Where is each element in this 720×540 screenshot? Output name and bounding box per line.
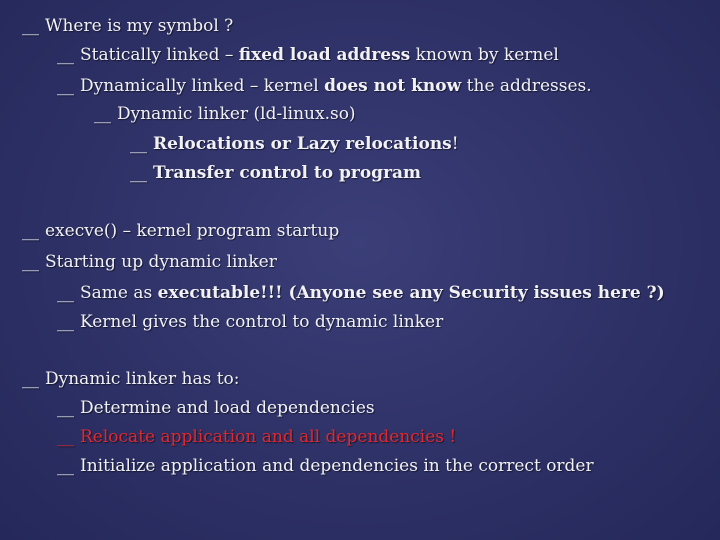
bullet-dynamic-linker	[94, 103, 356, 125]
bullet-text: Same as	[80, 283, 158, 303]
bullet-text: Relocate application and all dependencies !	[80, 427, 457, 447]
bullet-marker: __	[57, 427, 74, 447]
bullet-text: Determine and load dependencies	[80, 398, 375, 418]
bullet-starting-up	[22, 251, 277, 273]
bullet-marker: __	[57, 312, 74, 332]
bullet-relocations	[130, 133, 459, 155]
bullet-text: Statically linked –	[80, 45, 239, 65]
bullet-marker: __	[22, 16, 39, 36]
bullet-marker: __	[130, 163, 147, 183]
bullet-linker-has-to	[22, 368, 240, 390]
bullet-text: Initialize application and dependencies in the correct order	[80, 456, 594, 476]
bullet-marker: __	[22, 369, 39, 389]
bullet-text: Dynamic linker (ld-linux.so)	[117, 104, 356, 124]
bullet-emphasis: Relocations or Lazy relocations	[153, 134, 452, 154]
bullet-statically-linked	[57, 44, 559, 66]
bullet-kernel-gives-control	[57, 311, 443, 333]
bullet-relocate-application	[57, 426, 456, 448]
bullet-text: Starting up dynamic linker	[45, 252, 277, 272]
bullet-emphasis: Transfer control to program	[153, 163, 422, 183]
bullet-determine-deps	[57, 397, 375, 419]
bullet-where-is-my-symbol	[22, 15, 233, 37]
bullet-transfer-control	[130, 162, 421, 184]
bullet-marker: __	[94, 104, 111, 124]
bullet-emphasis: does not know	[324, 76, 462, 96]
bullet-marker: __	[22, 221, 39, 241]
bullet-marker: __	[57, 76, 74, 96]
bullet-text: Where is my symbol ?	[45, 16, 234, 36]
bullet-emphasis: executable!!! (Anyone see any Security issues here ?)	[157, 283, 665, 303]
bullet-text: known by kernel	[410, 45, 559, 65]
bullet-marker: __	[57, 283, 74, 303]
bullet-initialize-application	[57, 455, 594, 477]
bullet-text: execve() – kernel program startup	[45, 221, 340, 241]
bullet-text: !	[451, 134, 459, 154]
bullet-emphasis: fixed load address	[238, 45, 411, 65]
bullet-marker: __	[57, 45, 74, 65]
bullet-text: the addresses.	[461, 76, 592, 96]
bullet-text: Dynamic linker has to:	[45, 369, 240, 389]
bullet-marker: __	[57, 456, 74, 476]
bullet-marker: __	[57, 398, 74, 418]
bullet-text: Kernel gives the control to dynamic linker	[80, 312, 444, 332]
bullet-same-as-executable	[57, 282, 665, 304]
bullet-marker: __	[22, 252, 39, 272]
bullet-text: Dynamically linked – kernel	[80, 76, 325, 96]
bullet-execve	[22, 220, 339, 242]
bullet-marker: __	[130, 134, 147, 154]
bullet-dynamically-linked	[57, 75, 592, 97]
